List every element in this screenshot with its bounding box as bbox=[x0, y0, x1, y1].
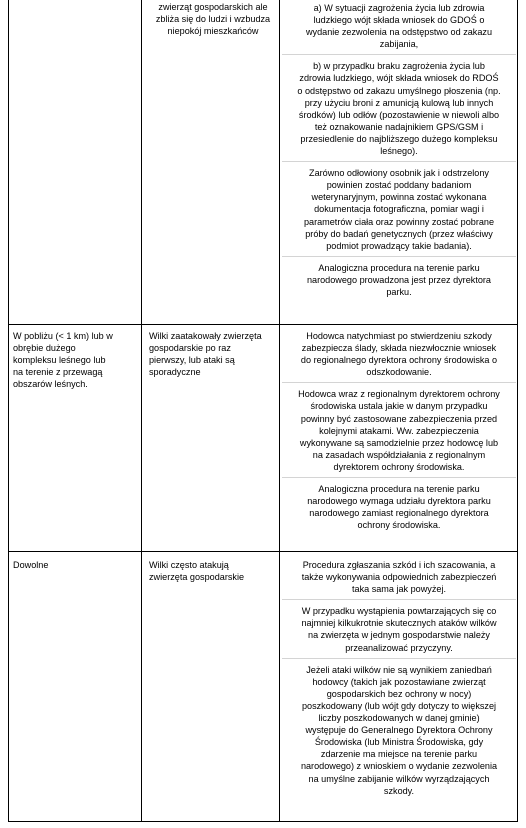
row1-procedure-para-2: b) w przypadku braku zagrożenia życia lub zdrowia ludzkiego, wójt składa wniosek do RDOŚ o odstępstwo od zakazu umyślnego płoszenia (np. przy użyciu broni z amunicją kulową lub innych środków) lub odłów (pozostawienie w niewoli albo też oznakowanie nadajnikiem GPS/GSM i przesiedlenie do najbliższego dużego kompleksu leśnego). bbox=[297, 61, 501, 157]
row3-procedure-para-1: Procedura zgłaszania szkód i ich szacowania, a także wykonywania odpowiednich zabezpieczeń taka sama jak powyżej. bbox=[301, 560, 497, 595]
row2-situation-text: Wilki zaatakowały zwierzęta gospodarskie po raz pierwszy, lub ataki są sporadyczne bbox=[149, 331, 262, 378]
paragraph-separator bbox=[282, 54, 516, 55]
row2-procedure-para-3: Analogiczna procedura na terenie parku narodowego wymaga udziału dyrektora parku narodowego zamiast regionalnego dyrektora ochrony środowiska. bbox=[307, 484, 491, 531]
wolf-procedure-table bbox=[8, 0, 518, 822]
row1-situation bbox=[149, 1, 277, 37]
paragraph-separator bbox=[282, 477, 516, 478]
paragraph-separator bbox=[282, 161, 516, 162]
row3-procedure-para-2: W przypadku wystąpienia powtarzających się co najmniej kilkukrotnie skutecznych ataków wilków na zwierzęta w jednym gospodarstwie należy przeanalizować przyczyny. bbox=[301, 606, 497, 653]
row3-area bbox=[13, 559, 136, 571]
paragraph-separator bbox=[282, 599, 516, 600]
row3-situation-text: Wilki często atakują zwierzęta gospodarskie bbox=[149, 560, 245, 583]
row1-procedure-para-1: a) W sytuacji zagrożenia życia lub zdrowia ludzkiego wójt składa wniosek do GDOŚ o wydanie zezwolenia na odstępstwo od zakazu zabijania, bbox=[305, 3, 493, 50]
row3-procedure-para-3: Jeżeli ataki wilków nie są wynikiem zaniedbań hodowcy (takich jak pozostawiane zwierząt gospodarskich bez ochrony w nocy) poszkodowany (lub wójt gdy dotyczy to większej liczby poszkodowanych w danej gminie) występuje do Generalnego Dyrektora Ochrony Środowiska (lub Ministra Środowiska, gdy zdarzenie ma miejsce na terenie parku narodowego) z wnioskiem o wydanie zezwolenia na umyślne zabijanie wilków wyrządzających szkody. bbox=[300, 664, 498, 796]
row2-procedure-para-2: Hodowca wraz z regionalnym dyrektorem ochrony środowiska ustala jakie w danym przypadku powinny być zastosowane zabezpieczenia przed kolejnymi atakami. Ww. zabezpieczenia wykonywane są samodzielnie przez hodowcę lub na zasadach współdziałania z regionalnym dyrektorem ochrony środowiska. bbox=[298, 389, 500, 472]
row-divider-2 bbox=[9, 551, 517, 552]
paragraph-separator bbox=[282, 382, 516, 383]
column-divider-2 bbox=[279, 0, 280, 822]
row1-procedure-para-3: Zarówno odłowiony osobnik jak i odstrzelony powinien zostać poddany badaniom weterynaryjnym, powinna zostać wykonana dokumentacja fotograficzna, pomiar wagi i parametrów ciała oraz powinny zostać pobrane próby do badań genetycznych (przez właściwy podmiot prowadzący takie badania). bbox=[303, 168, 495, 251]
row-divider-1 bbox=[9, 324, 517, 325]
row1-procedure-para-4: Analogiczna procedura na terenie parku narodowego prowadzona jest przez dyrektora parku. bbox=[306, 262, 491, 297]
row3-situation bbox=[149, 559, 277, 583]
row1-procedure bbox=[286, 2, 512, 302]
row2-procedure-para-1: Hodowca natychmiast po stwierdzeniu szkody zabezpiecza ślady, składa niezwłocznie wniosek do regionalnego dyrektora ochrony środowiska o odszkodowanie. bbox=[300, 331, 498, 378]
paragraph-separator bbox=[282, 658, 516, 659]
row1-situation-text: zwierząt gospodarskich ale zbliża się do ludzi i wzbudza niepokój mieszkańców bbox=[155, 2, 271, 37]
row2-situation bbox=[149, 330, 277, 378]
paragraph-separator bbox=[282, 256, 516, 257]
row2-area-text: W pobliżu (< 1 km) lub w obrębie dużego kompleksu leśnego lub na terenie z przewagą obszarów leśnych. bbox=[13, 331, 113, 390]
row3-procedure bbox=[286, 559, 512, 801]
column-divider-1 bbox=[141, 0, 142, 822]
row2-area bbox=[13, 330, 136, 390]
row3-area-text: Dowolne bbox=[13, 560, 49, 570]
table-bottom-border bbox=[9, 821, 517, 822]
row2-procedure bbox=[286, 330, 512, 535]
